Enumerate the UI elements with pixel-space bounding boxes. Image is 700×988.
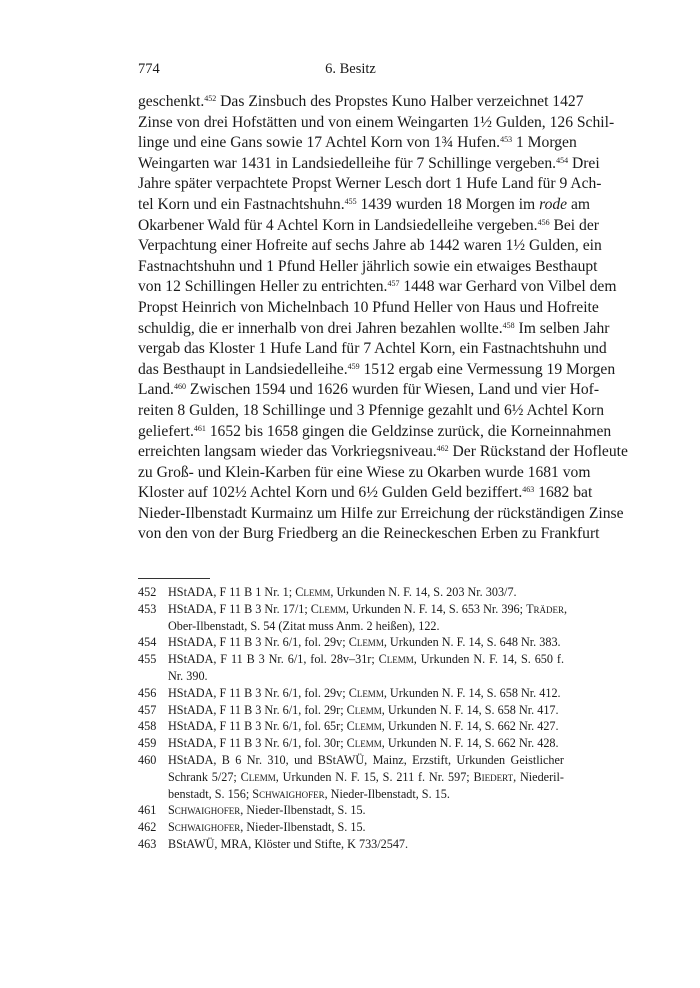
footnote-text (168, 685, 564, 702)
footnote-number: 462 (138, 820, 157, 835)
text-line: Okarbener Wald für 4 Achtel Korn in Landsiedelleihe vergeben.$^{456}$ Bei der (138, 216, 599, 234)
footnote-ref: 457 (387, 279, 400, 289)
footnote-line: HStADA, F 11 B 3 Nr. 6/1, fol. 30r; Clemm, Urkunden N. F. 14, S. 662 Nr. 428. (168, 736, 559, 751)
footnote-text (168, 819, 564, 836)
footnote (138, 702, 564, 719)
footnote-line: Schwaighofer, Nieder-Ilbenstadt, S. 15. (168, 803, 366, 818)
author-name: Schwaighofer (252, 786, 325, 801)
footnote-number: 463 (138, 836, 157, 851)
footnote-ref: 455 (344, 196, 357, 206)
footnote-line: HStADA, F 11 B 3 Nr. 6/1, fol. 65r; Clemm, Urkunden N. F. 14, S. 662 Nr. 427. (168, 719, 559, 734)
footnote-text (168, 634, 564, 651)
text-line: Propst Heinrich von Michelnbach 10 Pfund Heller von Haus und Hofreite (138, 298, 599, 316)
footnote (138, 802, 564, 819)
footnote-number: 458 (138, 719, 157, 734)
italic-term: rode (539, 195, 568, 213)
footnote-line: Nr. 390. (168, 668, 208, 683)
page-header (138, 61, 563, 81)
footnote-number: 455 (138, 652, 157, 667)
footnote-number: 453 (138, 601, 157, 616)
author-name: Schwaighofer (168, 803, 241, 818)
footnote-text (168, 718, 564, 735)
footnote-rule (138, 578, 210, 579)
footnote-line: HStADA, B 6 Nr. 310, und BStAWÜ, Mainz, Erzstift, Urkunden Geistlicher (168, 752, 564, 767)
footnote-number: 459 (138, 736, 157, 751)
footnote-text (168, 836, 564, 853)
text-line: vergab das Kloster 1 Hufe Land für 7 Achtel Korn, ein Fastnachtshuhn und (138, 340, 607, 358)
footnote (138, 634, 564, 651)
footnote (138, 685, 564, 702)
footnote-line: Ober-Ilbenstadt, S. 54 (Zitat muss Anm. 2 heißen), 122. (168, 618, 440, 633)
text-line: Weingarten war 1431 in Landsiedelleihe für 7 Schillinge vergeben.$^{454}$ Drei (138, 154, 600, 172)
text-line: schuldig, die er innerhalb von drei Jahren bezahlen wollte.$^{458}$ Im selben Jahr (138, 319, 610, 337)
footnote (138, 752, 564, 802)
author-name: Schwaighofer (168, 820, 241, 835)
footnote-text (168, 735, 564, 752)
text-line: das Besthaupt in Landsiedelleihe.$^{459}$ 1512 ergab eine Vermessung 19 Morgen (138, 360, 616, 378)
author-name: Clemm (240, 769, 276, 784)
footnote (138, 718, 564, 735)
footnote-line: Schwaighofer, Nieder-Ilbenstadt, S. 15. (168, 820, 366, 835)
footnote-line: BStAWÜ, MRA, Klöster und Stifte, K 733/2547. (168, 836, 409, 851)
footnote-number: 452 (138, 585, 157, 599)
footnote-text (168, 651, 564, 685)
text-line: Jahre später verpachtete Propst Werner Lesch dort 1 Hufe Land für 9 Ach- (138, 175, 602, 193)
page-number: 774 (138, 61, 160, 77)
author-name: Clemm (346, 702, 382, 717)
footnote-number: 454 (138, 635, 157, 650)
text-line: geliefert.$^{461}$ 1652 bis 1658 gingen die Geldzinse zurück, die Korneinnahmen (138, 422, 612, 440)
text-line: tel Korn und ein Fastnachtshuhn.$^{455}$ 1439 wurden 18 Morgen im rode am (138, 195, 591, 213)
footnote-text (168, 584, 564, 601)
footnote (138, 651, 564, 685)
author-name: Clemm (295, 585, 331, 599)
footnote-line: HStADA, F 11 B 3 Nr. 6/1, fol. 28v–31r; Clemm, Urkunden N. F. 14, S. 650 f. (168, 652, 564, 667)
text-line: linge und eine Gans sowie 17 Achtel Korn von 1¾ Hufen.$^{453}$ 1 Morgen (138, 134, 577, 152)
footnotes (138, 584, 568, 853)
author-name: Biedert (473, 769, 514, 784)
author-name: Clemm (378, 652, 414, 667)
footnote-line: benstadt, S. 156; Schwaighofer, Nieder-Ilbenstadt, S. 15. (168, 786, 450, 801)
author-name: Clemm (348, 685, 384, 700)
footnote-ref: 454 (556, 155, 569, 165)
text-line: Zinse von drei Hofstätten und von einem Weingarten 1½ Gulden, 126 Schil- (138, 113, 615, 131)
text-line: erreichten langsam wieder das Vorkriegsniveau.$^{462}$ Der Rückstand der Hofleute (138, 443, 628, 461)
footnote-number: 456 (138, 685, 157, 700)
text-line: Land.$^{460}$ Zwischen 1594 und 1626 wurden für Wiesen, Land und vier Hof- (138, 381, 600, 399)
footnote-line: HStADA, F 11 B 3 Nr. 6/1, fol. 29r; Clemm, Urkunden N. F. 14, S. 658 Nr. 417. (168, 702, 559, 717)
footnote-ref: 456 (537, 217, 550, 227)
footnote-ref: 460 (173, 382, 186, 392)
footnote-ref: 462 (436, 444, 449, 454)
text-line: reiten 8 Gulden, 18 Schillinge und 3 Pfennige gezahlt und 6½ Achtel Korn (138, 401, 604, 419)
main-text (138, 92, 628, 545)
footnote-text (168, 601, 568, 635)
text-line: Verpachtung einer Hofreite auf sechs Jahre ab 1442 waren 1½ Gulden, ein (138, 237, 602, 255)
footnote-number: 460 (138, 752, 157, 767)
author-name: Clemm (346, 719, 382, 734)
footnote-ref: 459 (347, 361, 360, 371)
footnote (138, 735, 564, 752)
footnote-line: HStADA, F 11 B 1 Nr. 1; Clemm, Urkunden N. F. 14, S. 203 Nr. 303/7. (168, 585, 517, 599)
footnote-ref: 461 (193, 423, 206, 433)
text-line: von 12 Schillingen Heller zu entrichten.$^{457}$ 1448 war Gerhard von Vilbel dem (138, 278, 617, 296)
footnote-line: HStADA, F 11 B 3 Nr. 6/1, fol. 29v; Clemm, Urkunden N. F. 14, S. 648 Nr. 383. (168, 635, 561, 650)
text-line: Kloster auf 102½ Achtel Korn und 6½ Gulden Geld beziffert.$^{463}$ 1682 bat (138, 484, 593, 502)
footnote-ref: 452 (204, 94, 217, 103)
footnote-text (168, 702, 564, 719)
footnote-text (168, 752, 564, 802)
footnote-number: 457 (138, 702, 157, 717)
footnote-line: HStADA, F 11 B 3 Nr. 6/1, fol. 29v; Clemm, Urkunden N. F. 14, S. 658 Nr. 412. (168, 685, 561, 700)
author-name: Clemm (348, 635, 384, 650)
footnote-ref: 453 (500, 135, 513, 145)
author-name: Clemm (310, 601, 346, 616)
text-line: zu Groß- und Klein-Karben für eine Wiese zu Okarben wurde 1681 vom (138, 463, 591, 481)
text-line: Nieder-Ilbenstadt Kurmainz um Hilfe zur Erreichung der rückständigen Zinse (138, 504, 624, 522)
footnote-number: 461 (138, 803, 157, 818)
text-line: von den von der Burg Friedberg an die Reineckeschen Erben zu Frankfurt (138, 525, 600, 543)
footnote-ref: 463 (522, 485, 535, 495)
footnote (138, 819, 564, 836)
text-line: Fastnachtshuhn und 1 Pfund Heller jährlich sowie ein etwaiges Besthaupt (138, 257, 598, 275)
running-head: 6. Besitz (325, 61, 376, 77)
footnote-text (168, 802, 564, 819)
footnote (138, 836, 564, 853)
author-name: Träder (526, 601, 565, 616)
footnote (138, 584, 564, 601)
footnote-line: HStADA, F 11 B 3 Nr. 17/1; Clemm, Urkunden N. F. 14, S. 653 Nr. 396; Träder, (168, 601, 568, 616)
author-name: Clemm (346, 736, 382, 751)
footnote-line: Schrank 5/27; Clemm, Urkunden N. F. 15, S. 211 f. Nr. 597; Biedert, Niederil- (168, 769, 564, 784)
footnote (138, 601, 568, 635)
text-line: geschenkt.$^{452}$ Das Zinsbuch des Propstes Kuno Halber verzeichnet 1427 (138, 93, 584, 110)
footnote-ref: 458 (502, 320, 515, 330)
